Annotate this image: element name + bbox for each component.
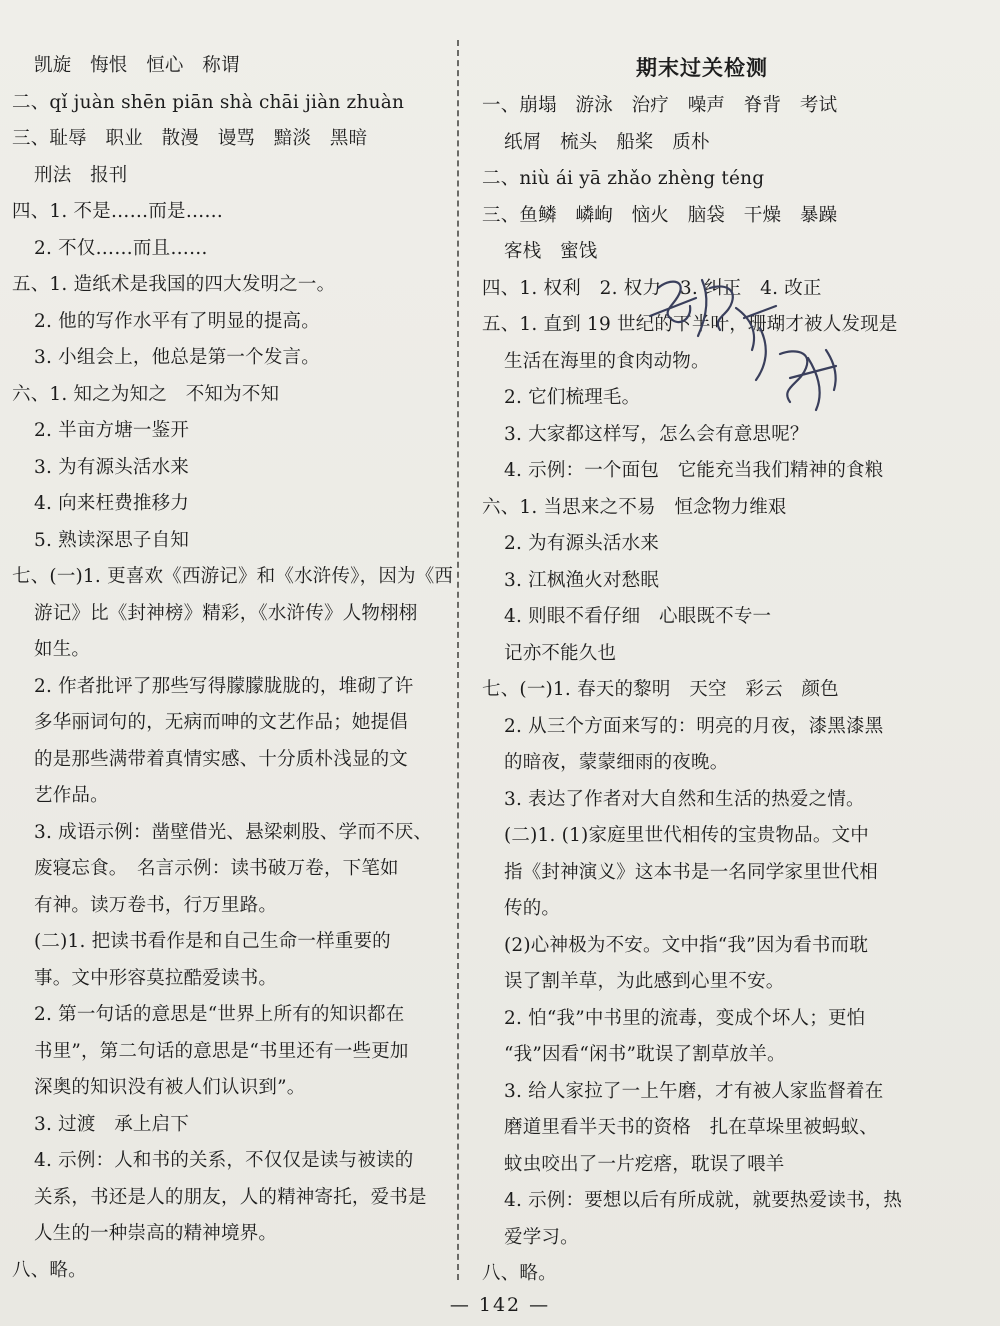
answer-line: 一、崩塌 游泳 治疗 噪声 脊背 考试: [482, 95, 838, 116]
answer-line: 关系，书还是人的朋友，人的精神寄托，爱书是: [34, 1186, 427, 1208]
answer-line: 4. 则眼不看仔细 心眼既不专一: [504, 606, 772, 627]
answer-line: 二、qǐ juàn shēn piān shà chāi jiàn zhuàn: [12, 91, 405, 113]
answer-line: 废寝忘食。 名言示例：读书破万卷，下笔如: [34, 858, 399, 879]
answer-line: 三、耻辱 职业 散漫 谩骂 黯淡 黑暗: [12, 128, 368, 149]
answer-line: 客栈 蜜饯: [504, 241, 598, 262]
page-number: — 142 —: [449, 1294, 551, 1316]
answer-line: 如生。: [34, 639, 91, 660]
answer-line: 四、1. 权利 2. 权力 3. 纠正 4. 改正: [482, 277, 822, 299]
answer-line: (二)1. (1)家庭里世代相传的宝贵物品。文中: [504, 825, 869, 846]
answer-line: (二)1. 把读书看作是和自己生命一样重要的: [34, 931, 391, 952]
answer-line: 事。文中形容莫拉酷爱读书。: [34, 967, 278, 989]
answer-line: 2. 作者批评了那些写得朦朦胧胧的，堆砌了许: [34, 675, 414, 697]
answer-line: 5. 熟读深思子自知: [34, 529, 190, 551]
answer-line: (2)心神极为不安。文中指“我”因为看书而耽: [504, 934, 869, 956]
answer-line: 书里”，第二句话的意思是“书里还有一些更加: [34, 1040, 409, 1062]
answer-line: 3. 为有源头活水来: [34, 456, 190, 478]
left-answer-column: [12, 48, 452, 1289]
answer-line: 三、鱼鳞 嶙峋 恼火 脑袋 干燥 暴躁: [482, 204, 838, 226]
answer-line: 爱学习。: [504, 1226, 579, 1248]
answer-line: 误了割羊草，为此感到心里不安。: [504, 971, 785, 992]
answer-line: 2. 半亩方塘一鉴开: [34, 420, 190, 441]
answer-line: 4. 向来枉费推移力: [34, 493, 190, 514]
answer-line: 二、niù ái yā zhǎo zhèng téng: [482, 168, 765, 189]
answer-line: 磨道里看半天书的资格 扎在草垛里被蚂蚁、: [504, 1117, 879, 1138]
answer-line: 五、1. 造纸术是我国的四大发明之一。: [12, 274, 336, 295]
answer-line: 人生的一种崇高的精神境界。: [34, 1223, 278, 1244]
answer-line: 记亦不能久也: [504, 642, 617, 664]
section-heading: 期末过关检测: [636, 56, 768, 80]
answer-line: “我”因看“闲书”耽误了割草放羊。: [504, 1044, 786, 1065]
answer-line: 游记》比《封神榜》精彩，《水浒传》人物栩栩: [34, 602, 418, 624]
answer-line: 4. 示例：要想以后有所成就，就要热爱读书，热: [504, 1190, 903, 1211]
answer-line: 六、1. 知之为知之 不知为不知: [12, 383, 280, 405]
answer-line: 有神。读万卷书，行万里路。: [34, 894, 278, 916]
answer-line: 深奥的知识没有被人们认识到”。: [34, 1077, 306, 1098]
answer-line: 2. 他的写作水平有了明显的提高。: [34, 310, 320, 332]
answer-line: 2. 为有源头活水来: [504, 533, 660, 554]
answer-line: 指《封神演义》这本书是一名同学家里世代相: [504, 861, 879, 883]
column-divider: [457, 40, 459, 1280]
answer-line: 纸屑 梳头 船桨 质朴: [504, 131, 710, 153]
answer-line: 3. 江枫渔火对愁眠: [504, 569, 660, 591]
answer-line: 七、(一)1. 更喜欢《西游记》和《水浒传》，因为《西: [12, 566, 454, 587]
answer-line: 3. 过渡 承上启下: [34, 1113, 190, 1135]
answer-line: 艺作品。: [34, 785, 109, 806]
answer-line: 3. 成语示例：凿壁借光、悬梁刺股、学而不厌、: [34, 821, 433, 843]
answer-line: 六、1. 当思来之不易 恒念物力维艰: [482, 496, 787, 518]
answer-line: 刑法 报刊: [34, 164, 128, 186]
answer-line: 2. 不仅……而且……: [34, 237, 208, 259]
answer-line: 传的。: [504, 898, 561, 919]
answer-line: 2. 它们梳理毛。: [504, 387, 641, 408]
answer-line: 的是那些满带着真情实感、十分质朴浅显的文: [34, 748, 409, 770]
answer-line: 2. 第一句话的意思是“世界上所有的知识都在: [34, 1004, 405, 1025]
answer-line: 2. 怕“我”中书里的流毒，变成个坏人；更怕: [504, 1007, 866, 1029]
answer-line: 3. 大家都这样写，怎么会有意思呢？: [504, 423, 809, 445]
answer-line: 八、略。: [482, 1263, 557, 1284]
answer-line: 蚊虫咬出了一片疙瘩，耽误了喂羊: [504, 1153, 785, 1175]
answer-line: 3. 表达了作者对大自然和生活的热爱之情。: [504, 788, 865, 810]
answer-line: 3. 给人家拉了一上午磨，才有被人家监督着在: [504, 1080, 884, 1102]
answer-line: 4. 示例：一个面包 它能充当我们精神的食粮: [504, 460, 884, 481]
answer-line: 四、1. 不是……而是……: [12, 201, 224, 222]
answer-line: 生活在海里的食肉动物。: [504, 350, 710, 372]
right-answer-column: [482, 48, 922, 1293]
answer-line: 多华丽词句的，无病而呻的文艺作品；她提倡: [34, 712, 409, 733]
answer-line: 八、略。: [12, 1259, 87, 1281]
handwritten-scribble: [640, 258, 860, 428]
answer-line: 七、(一)1. 春天的黎明 天空 彩云 颜色: [482, 679, 839, 700]
answer-line: 凯旋 悔恨 恒心 称谓: [34, 55, 240, 76]
answer-line: 4. 示例：人和书的关系，不仅仅是读与被读的: [34, 1150, 414, 1171]
answer-line: 五、1. 直到 19 世纪的下半叶，珊瑚才被人发现是: [482, 314, 898, 335]
answer-line: 2. 从三个方面来写的：明亮的月夜，漆黑漆黑: [504, 715, 884, 737]
answer-line: 的暗夜，蒙蒙细雨的夜晚。: [504, 752, 729, 773]
answer-line: 3. 小组会上，他总是第一个发言。: [34, 347, 320, 368]
